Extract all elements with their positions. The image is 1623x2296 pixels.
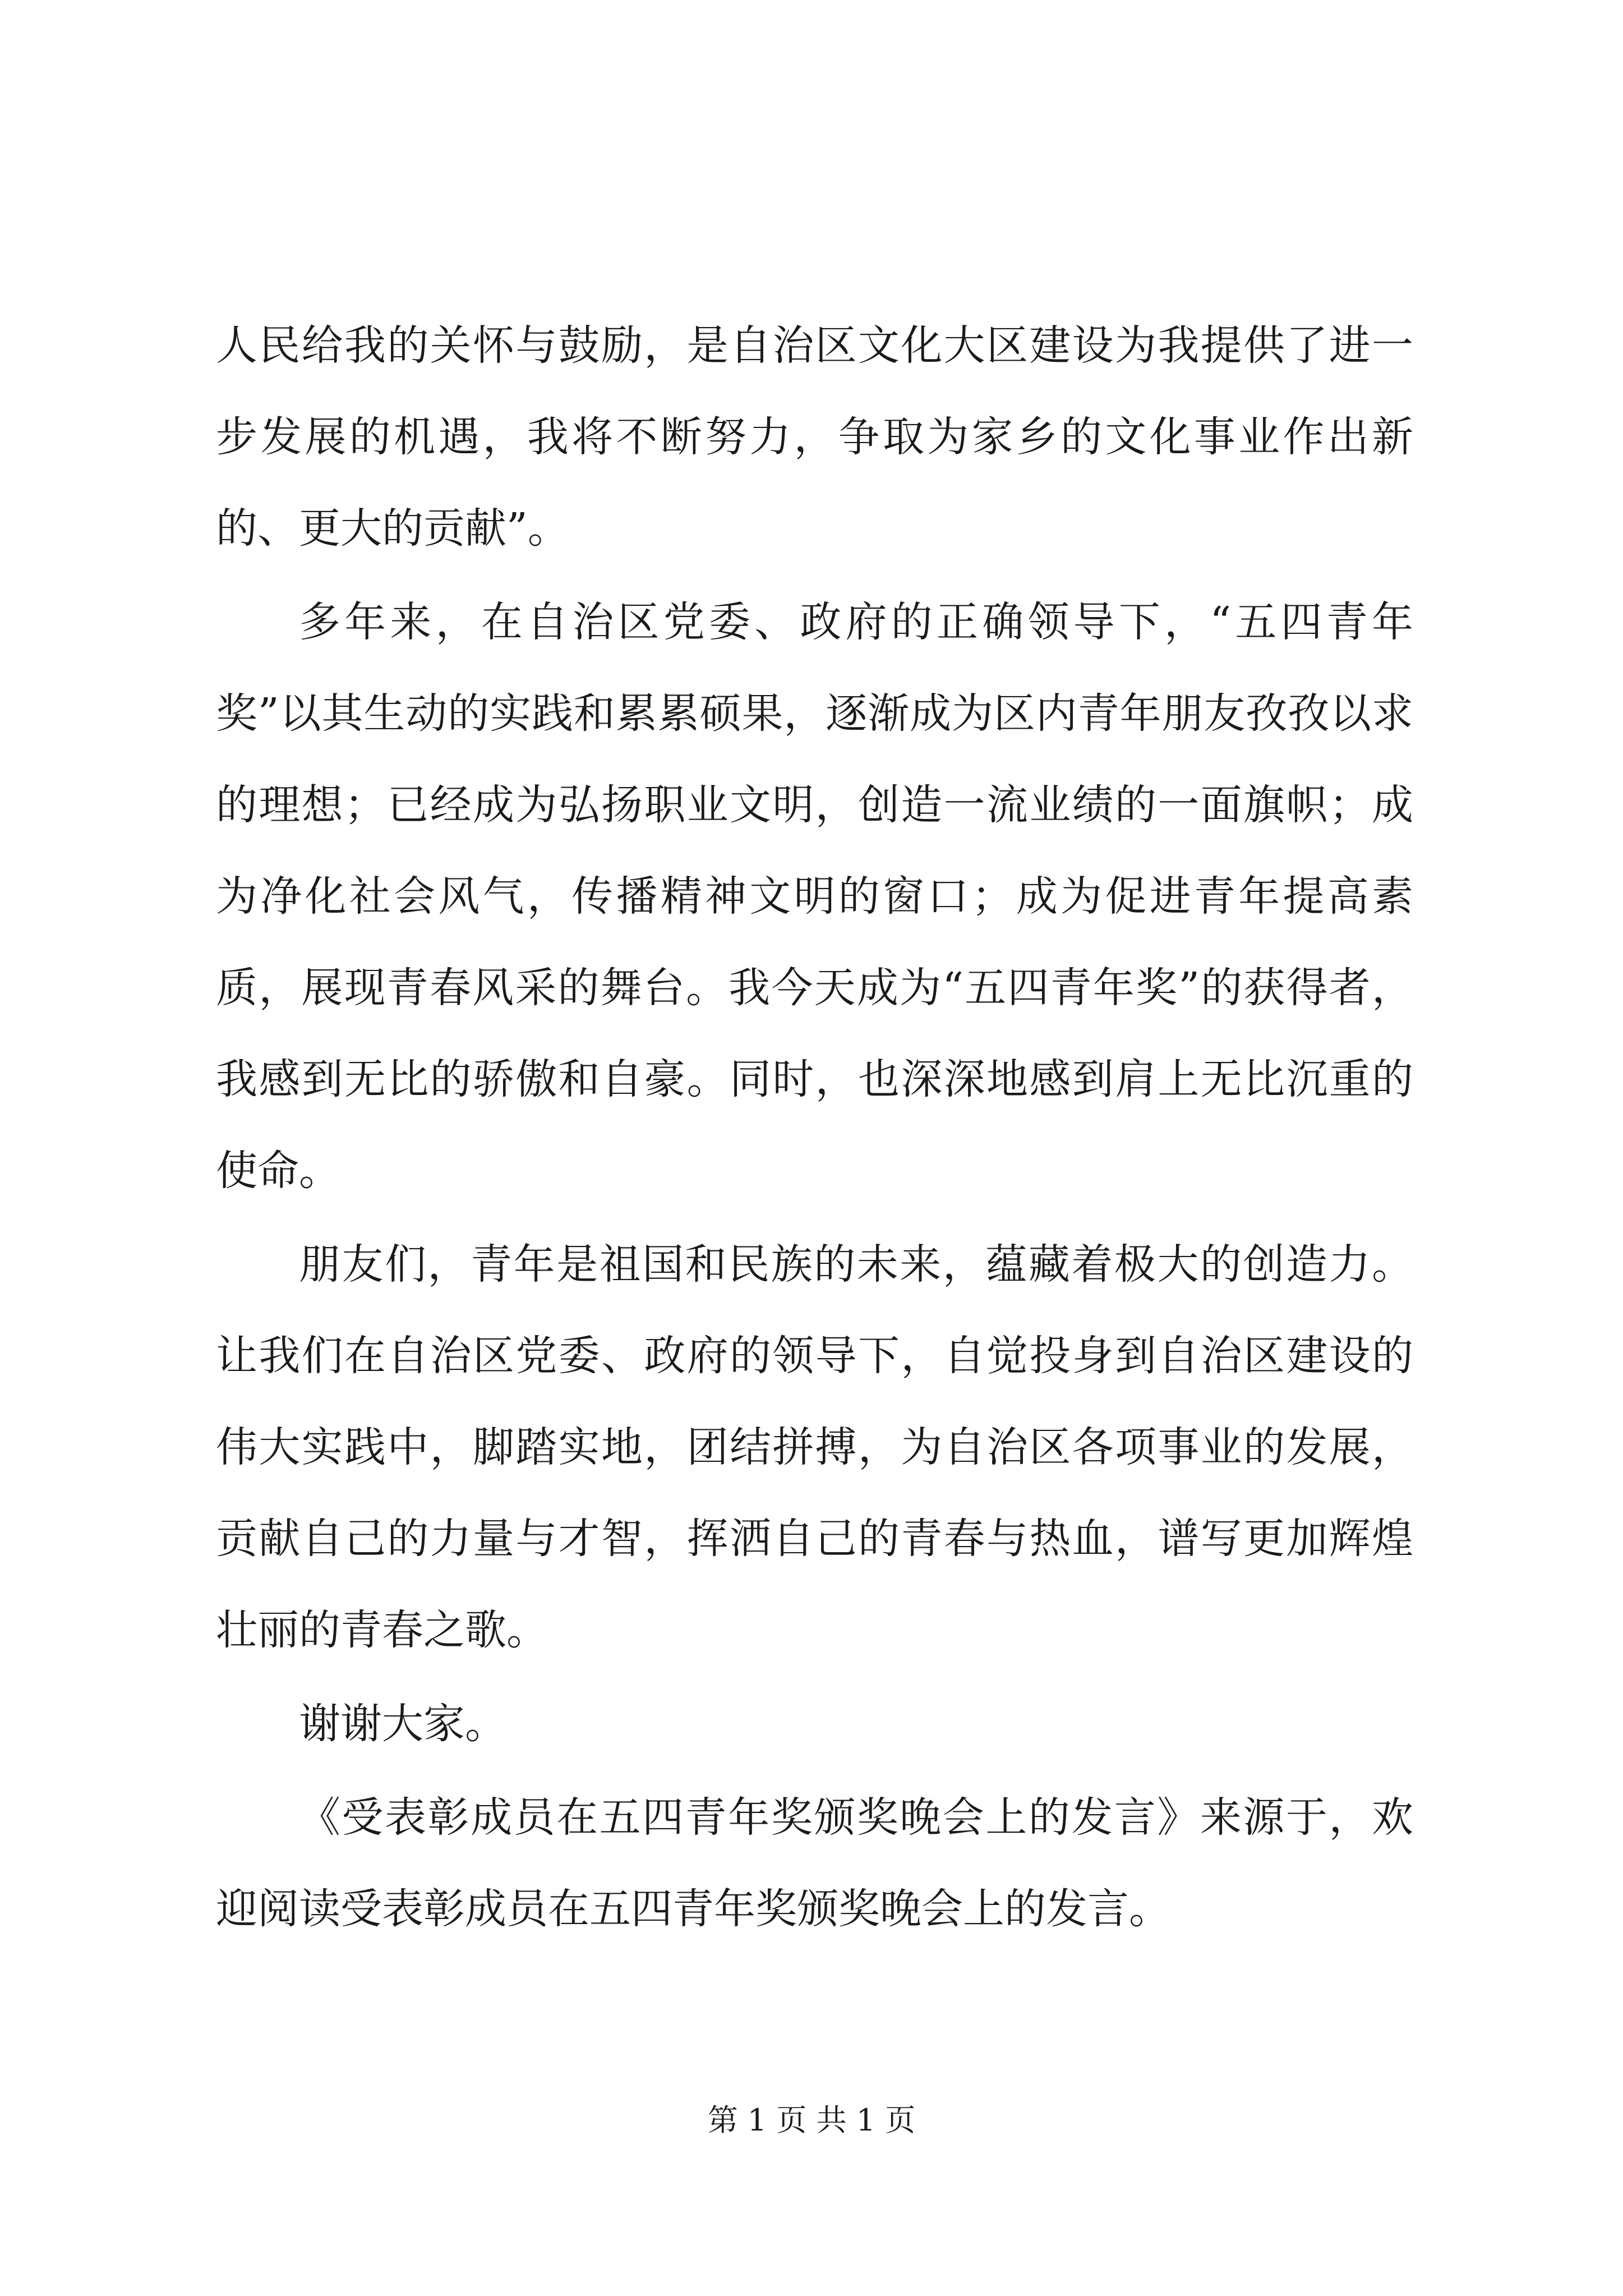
paragraph-2: 多年来，在自治区党委、政府的正确领导下，“五四青年奖”以其生动的实践和累累硕果，逐渐成为区内青年朋友孜孜以求的理想；已经成为弘扬职业文明，创造一流业绩的一面旗帜；成为净化社会风气，传播精神文明的窗口；成为促进青年提高素质，展现青春风采的舞台。我今天成为“五四青年奖”的获得者，我感到无比的骄傲和自豪。同时，也深深地感到肩上无比沉重的使命。	[216, 598, 1413, 1195]
paragraph-3: 朋友们，青年是祖国和民族的未来，蕴藏着极大的创造力。让我们在自治区党委、政府的领导下，自觉投身到自治区建设的伟大实践中，脚踏实地，团结拼搏，为自治区各项事业的发展，贡献自己的力量与才智，挥洒自己的青春与热血，谱写更加辉煌壮丽的青春之歌。	[216, 1240, 1413, 1654]
document-body	[216, 300, 1413, 1957]
paragraph-4: 谢谢大家。	[299, 1700, 506, 1748]
paragraph-1: 人民给我的关怀与鼓励，是自治区文化大区建设为我提供了进一步发展的机遇，我将不断努力，争取为家乡的文化事业作出新的、更大的贡献”。	[216, 321, 1413, 553]
paragraph-5: 《受表彰成员在五四青年奖颁奖晚会上的发言》来源于，欢迎阅读受表彰成员在五四青年奖颁奖晚会上的发言。	[216, 1793, 1413, 1933]
page-footer: 第 1 页 共 1 页	[707, 2102, 916, 2138]
